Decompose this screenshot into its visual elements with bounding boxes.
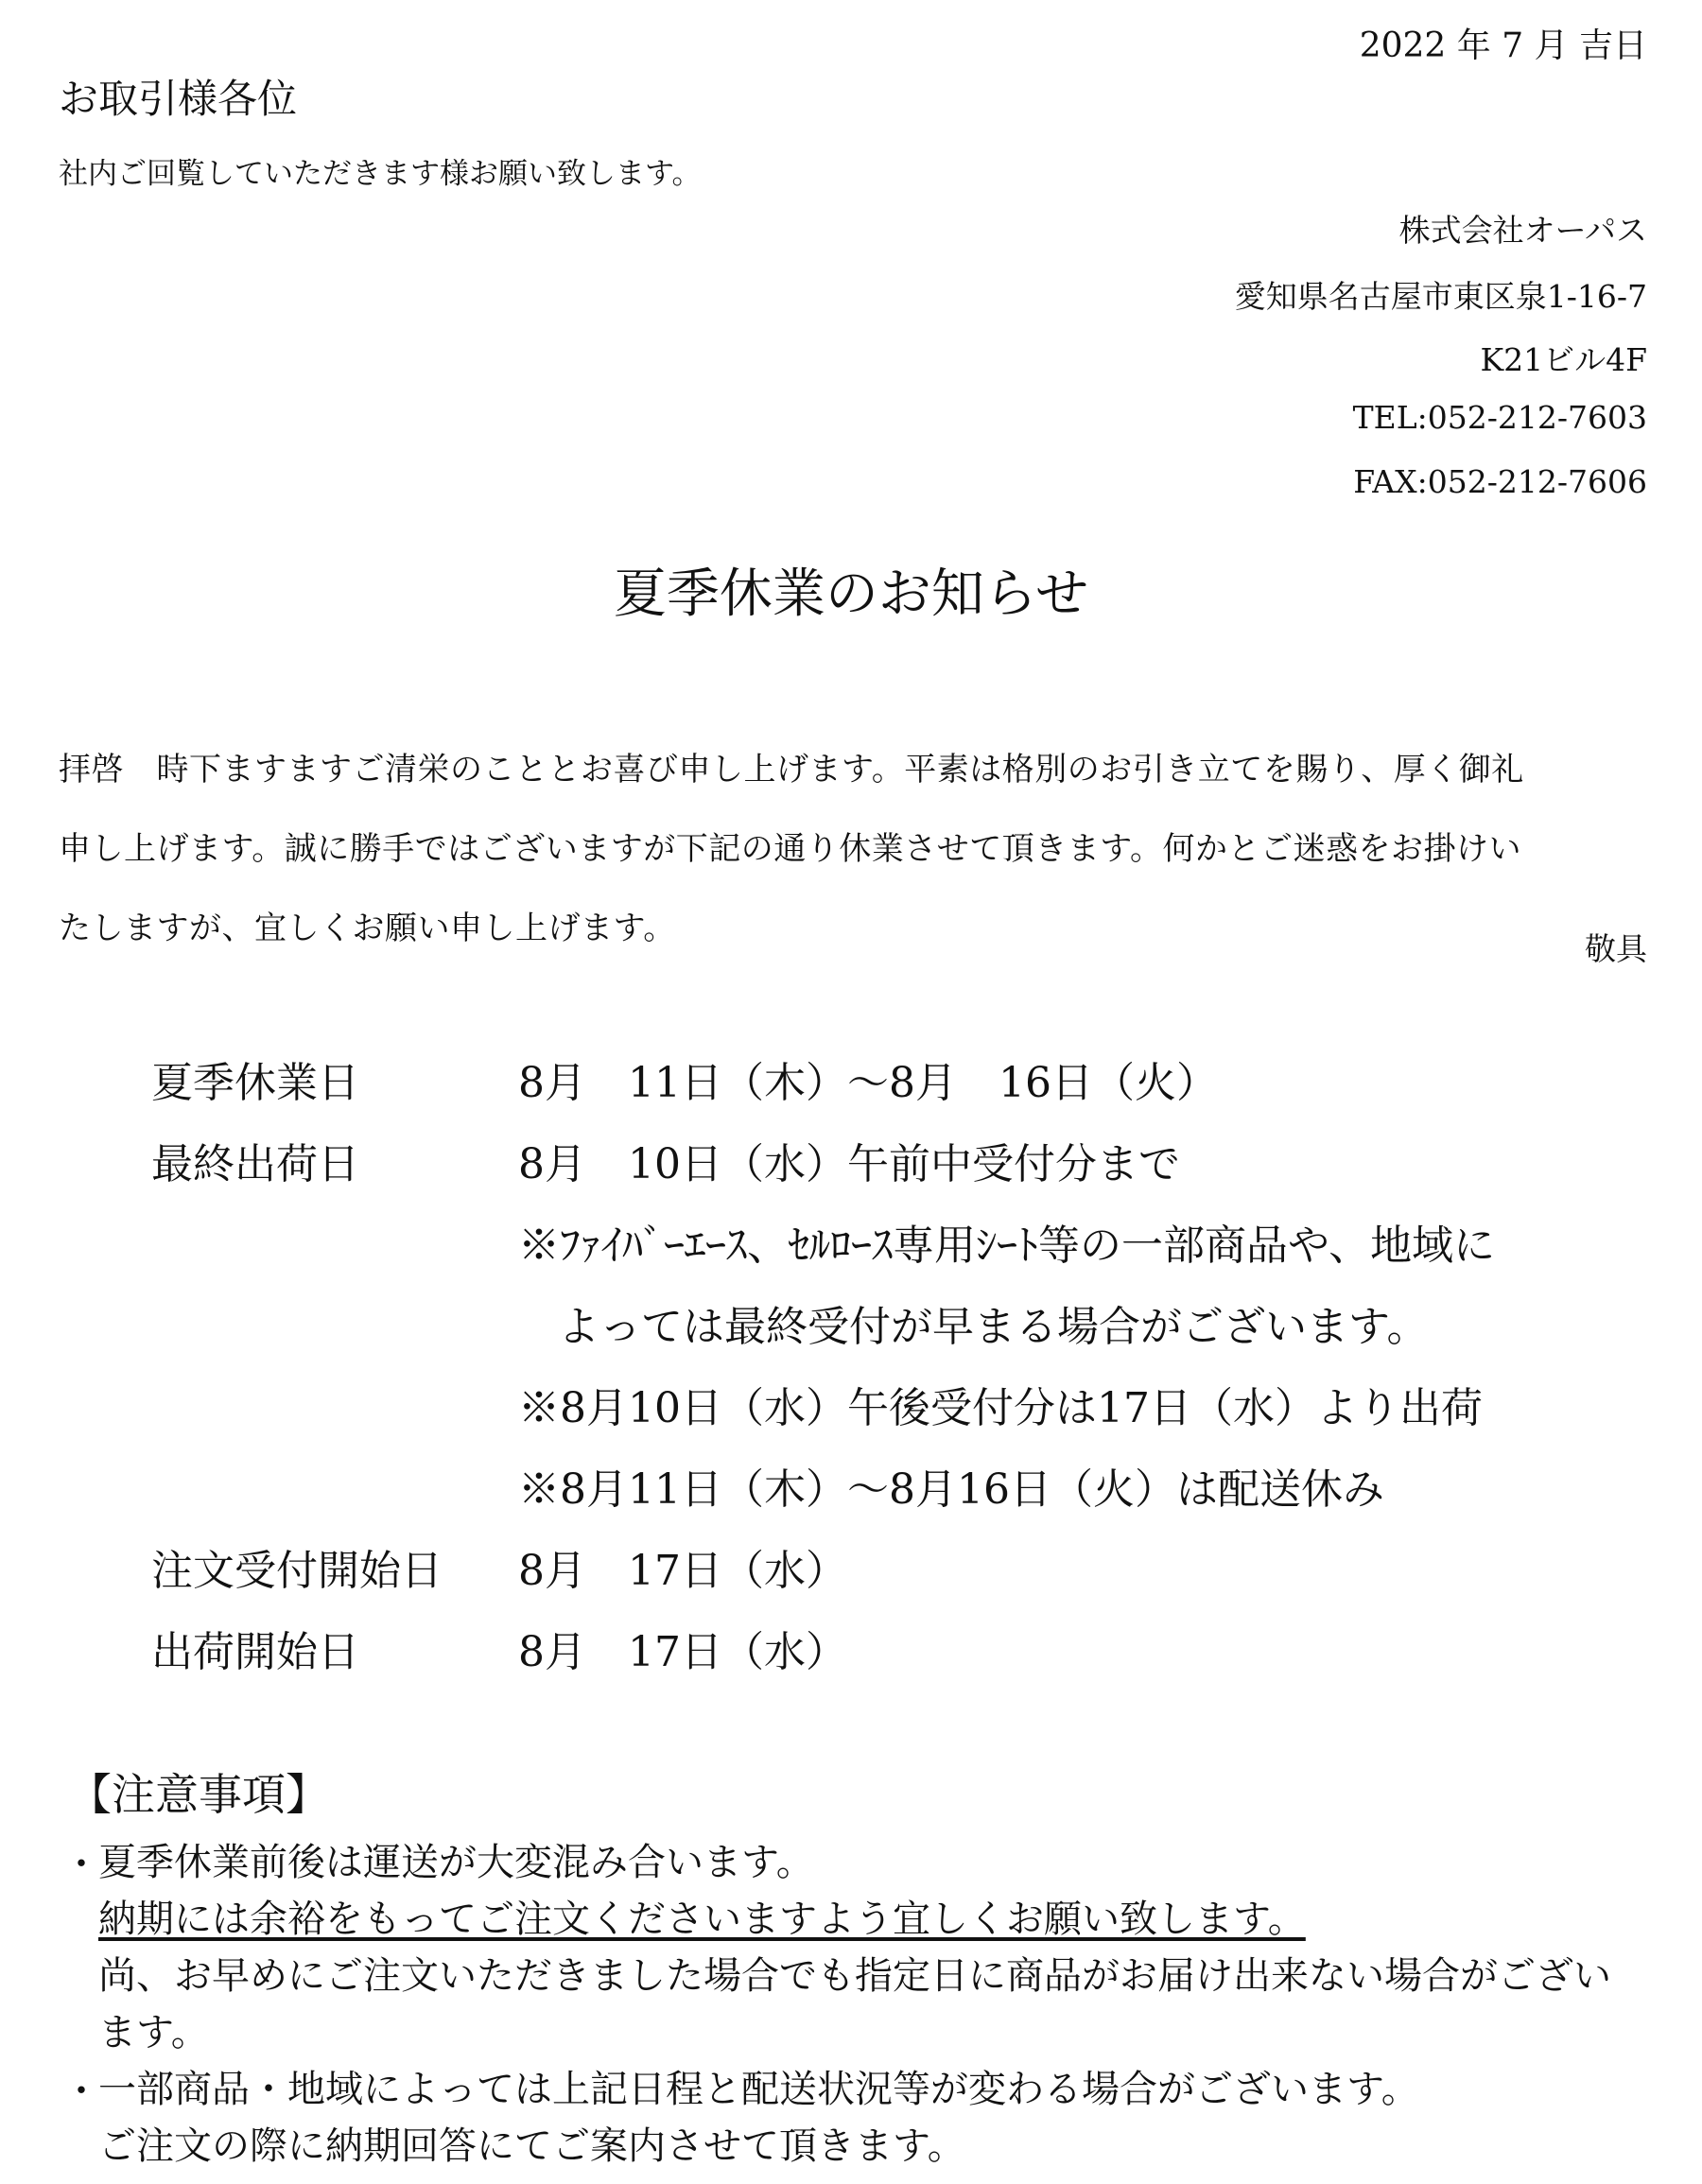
greeting-line: 申し上げます。誠に勝手ではございますが下記の通り休業させて頂きます。何かとご迷惑をお掛けい	[59, 830, 1522, 868]
closing-word: 敬具	[1585, 930, 1647, 967]
schedule-value: 8月 11日（木）～8月 16日（火）	[518, 1059, 1218, 1107]
issue-date: 2022 年 7 月 吉日	[1359, 26, 1647, 65]
greeting-line: 拝啓 時下ますますご清栄のこととお喜び申し上げます。平素は格別のお引き立てを賜り、厚く御礼	[59, 751, 1524, 789]
recipient-salutation: お取引様各位	[59, 76, 298, 122]
schedule-note: ※8月11日（木）～8月16日（火）は配送休み	[518, 1465, 1384, 1514]
note-line-underlined: 納期には余裕をもってご注文くださいますよう宜しくお願い致します。	[98, 1898, 1306, 1941]
page-title: 夏季休業のお知らせ	[613, 563, 1089, 625]
schedule-value: 8月 10日（水）午前中受付分まで	[518, 1140, 1180, 1188]
schedule-note-row	[151, 1363, 1495, 1445]
schedule-label: 最終出荷日	[151, 1140, 359, 1188]
notes-list	[59, 1834, 1611, 2175]
schedule-label: 夏季休業日	[151, 1059, 359, 1107]
schedule-label: 注文受付開始日	[151, 1547, 443, 1595]
schedule-note: ※8月10日（水）午後受付分は17日（水）より出荷	[518, 1384, 1483, 1432]
schedule-label: 出荷開始日	[151, 1628, 359, 1676]
company-tel: TEL:052-212-7603	[1352, 399, 1647, 436]
schedule-note-row	[151, 1445, 1495, 1526]
note-line: 夏季休業前後は運送が大変混み合います。	[98, 1841, 814, 1884]
schedule-note: よっては最終受付が早まる場合がございます。	[558, 1303, 1429, 1351]
bullet: ・	[62, 1843, 100, 1886]
note-line: ます。	[98, 2011, 209, 2054]
note-line: 一部商品・地域によっては上記日程と配送状況等が変わる場合がございます。	[98, 2068, 1419, 2111]
list-item	[59, 2061, 1611, 2175]
schedule-note-row	[151, 1201, 1495, 1282]
circulation-request: 社内ご回覧していただきます様お願い致します。	[59, 157, 702, 191]
note-line: 尚、お早めにご注文いただきました場合でも指定日に商品がお届け出来ない場合がござい	[98, 1954, 1611, 1998]
greeting-line: たしますが、宜しくお願い申し上げます。	[59, 910, 676, 947]
schedule-row-last-ship	[151, 1119, 1495, 1201]
schedule-value: 8月 17日（水）	[518, 1628, 847, 1676]
schedule-row-holiday	[151, 1038, 1495, 1119]
company-name: 株式会社オーパス	[1398, 212, 1647, 249]
bullet: ・	[62, 2070, 100, 2113]
schedule-note-row	[151, 1282, 1495, 1363]
note-line: ご注文の際に納期回答にてご案内させて頂きます。	[98, 2124, 965, 2168]
schedule-row-ship-start	[151, 1607, 1495, 1689]
company-fax: FAX:052-212-7606	[1353, 463, 1647, 500]
schedule-note: ※ﾌｧｲﾊﾞｰｴｰｽ、ｾﾙﾛｰｽ専用ｼｰﾄ等の一部商品や、地域に	[518, 1222, 1496, 1270]
company-building: K21ビル4F	[1480, 341, 1647, 378]
greeting-paragraph	[59, 730, 1647, 968]
schedule-table	[151, 1038, 1495, 1689]
schedule-row-order-start	[151, 1526, 1495, 1607]
company-address: 愛知県名古屋市東区泉1-16-7	[1234, 278, 1647, 315]
notes-heading: 【注意事項】	[68, 1769, 329, 1820]
list-item	[59, 1834, 1611, 2061]
schedule-value: 8月 17日（水）	[518, 1547, 847, 1595]
